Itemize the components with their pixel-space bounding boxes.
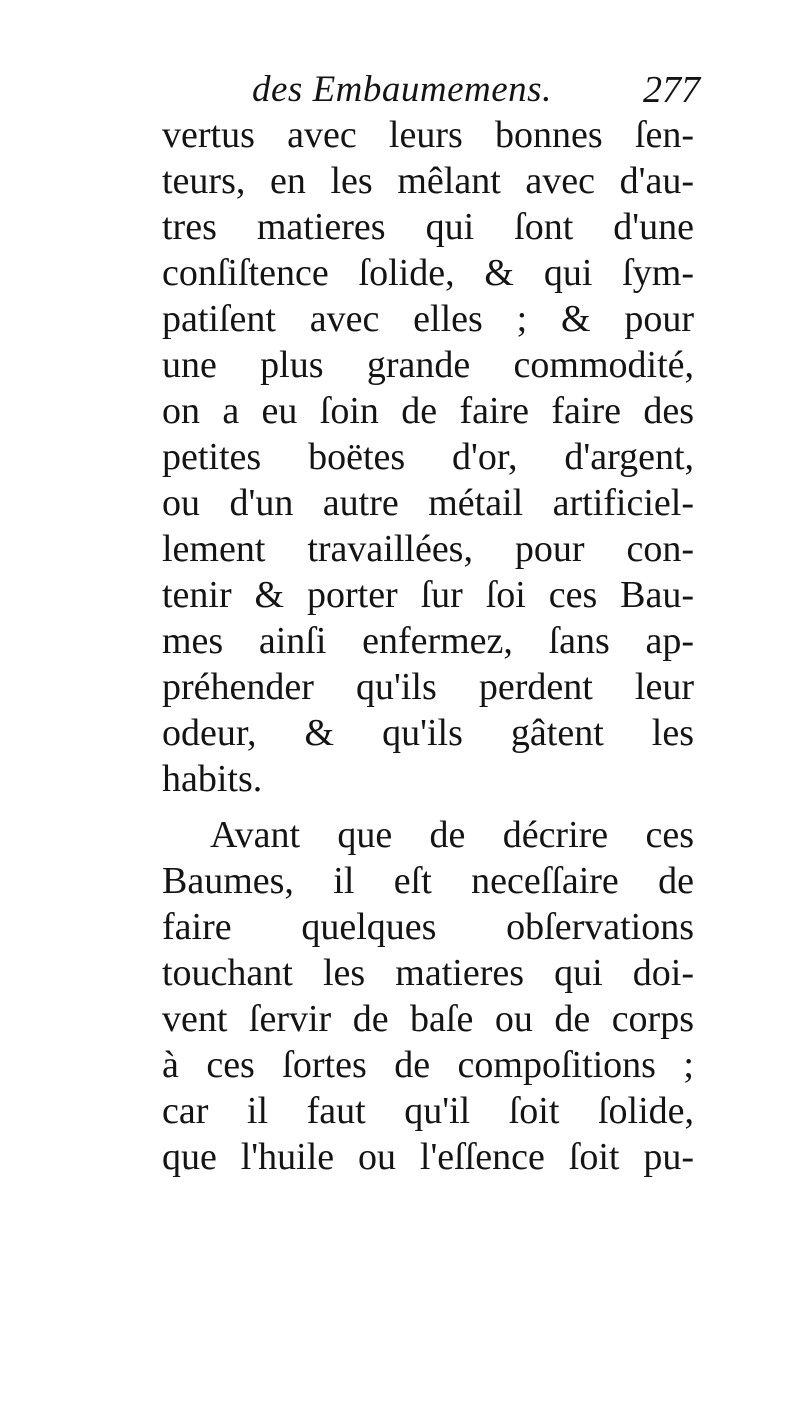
paragraph-2 — [162, 812, 694, 1180]
text-line: habits. — [162, 758, 263, 800]
page-number: 277 — [643, 69, 700, 111]
text-line: tenir & porter ſur ſoi ces Bau- — [162, 574, 694, 616]
text-line: teurs, en les mêlant avec d'au- — [162, 160, 694, 202]
text-line: que l'huile ou l'eſſence ſoit pu- — [162, 1136, 694, 1178]
text-line: on a eu ſoin de faire faire des — [162, 390, 694, 432]
text-line: vent ſervir de baſe ou de corps — [162, 998, 694, 1040]
text-line: une plus grande commodité, — [162, 344, 694, 386]
text-line: tres matieres qui ſont d'une — [162, 206, 694, 248]
text-line: Avant que de décrire ces — [210, 814, 694, 856]
text-line: préhender qu'ils perdent leur — [162, 666, 694, 708]
text-line: conſiſtence ſolide, & qui ſym- — [162, 252, 694, 294]
text-line: ou d'un autre métail artificiel- — [162, 482, 694, 524]
text-line: odeur, & qu'ils gâtent les — [162, 712, 694, 754]
paragraph-gap — [162, 802, 694, 812]
text-line: touchant les matieres qui doi- — [162, 952, 694, 994]
text-line: vertus avec leurs bonnes ſen- — [162, 114, 694, 156]
text-line: Baumes, il eſt neceſſaire de — [162, 860, 694, 902]
text-line: lement travaillées, pour con- — [162, 528, 694, 570]
text-line: mes ainſi enfermez, ſans ap- — [162, 620, 694, 662]
paragraph-1 — [162, 112, 694, 802]
text-line: petites boëtes d'or, d'argent, — [162, 436, 694, 478]
text-line: car il faut qu'il ſoit ſolide, — [162, 1090, 694, 1132]
text-line: à ces ſortes de compoſitions ; — [162, 1044, 694, 1086]
running-head — [160, 62, 700, 118]
text-line: faire quelques obſervations — [162, 906, 694, 948]
body-text — [162, 112, 694, 1180]
text-line: patiſent avec elles ; & pour — [162, 298, 694, 340]
running-title: des Embaumemens. — [252, 69, 552, 110]
